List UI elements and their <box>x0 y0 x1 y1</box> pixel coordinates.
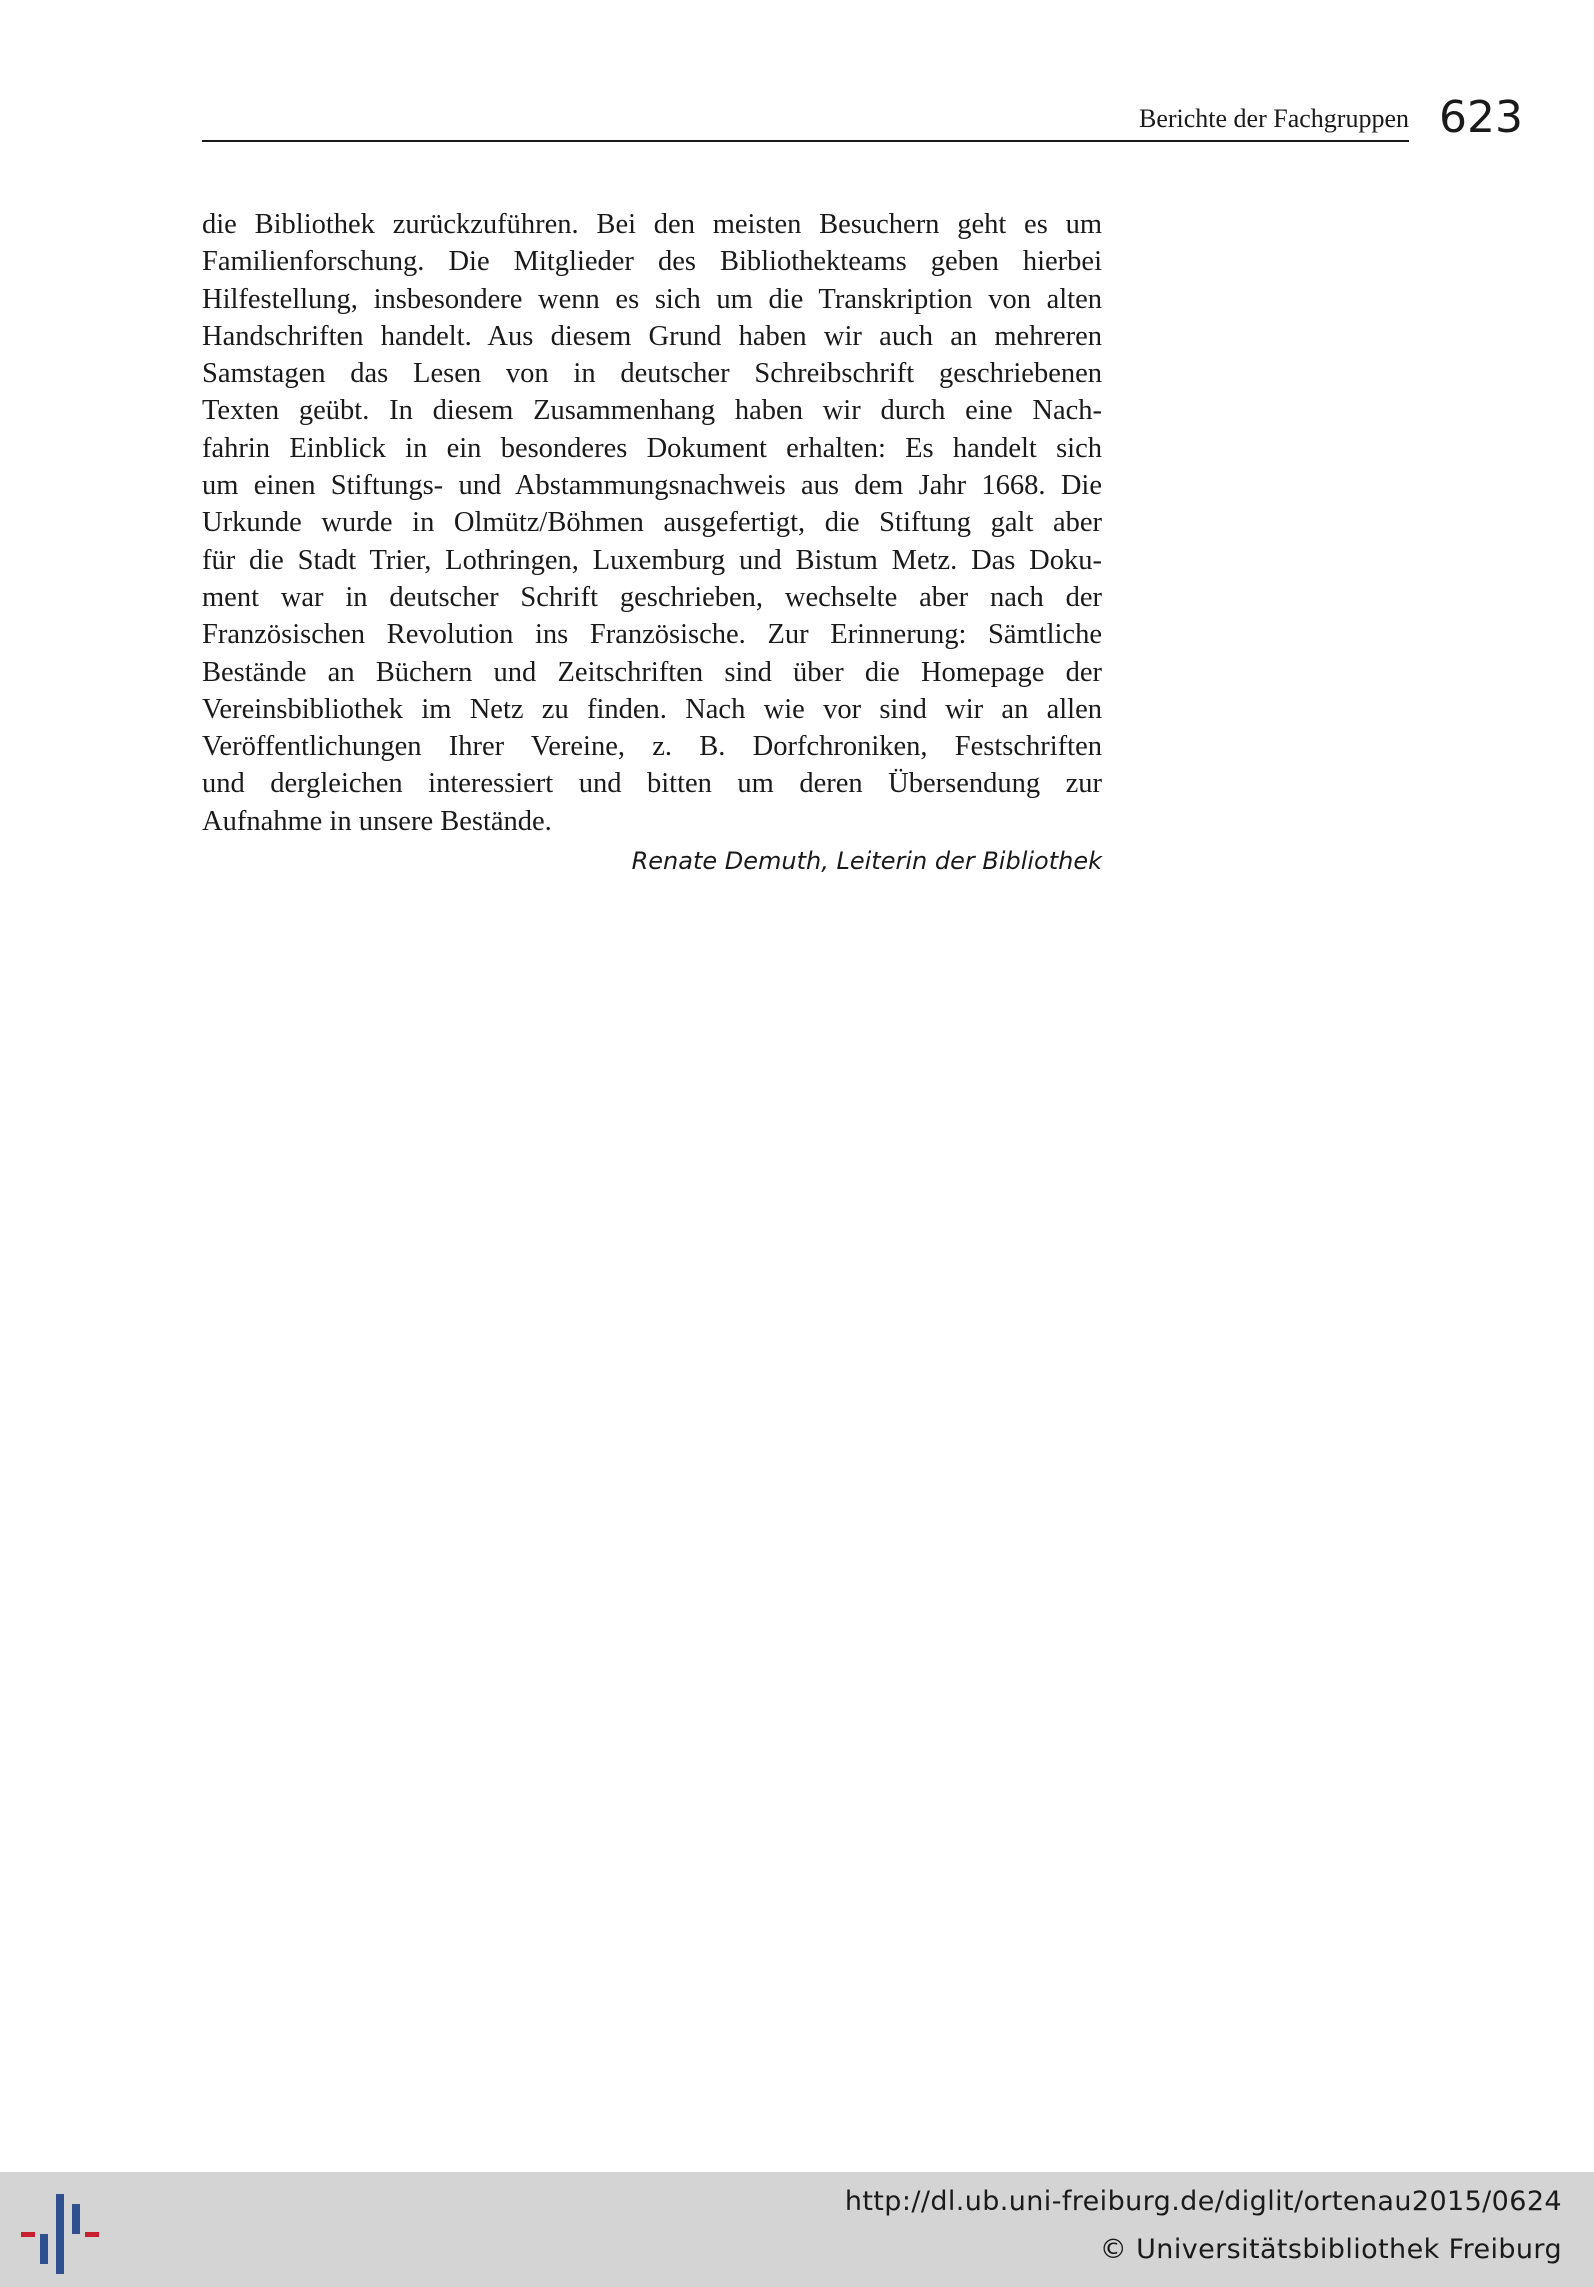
text-line: Veröffentlichungen Ihrer Vereine, z. B. Dorfchroniken, Festschriften <box>202 731 1102 763</box>
footer-url-link[interactable]: http://dl.ub.uni-freiburg.de/diglit/ortenau2015/0624 <box>844 2186 1562 2217</box>
ub-freiburg-logo-icon <box>18 2192 102 2276</box>
body-paragraph <box>202 206 1102 840</box>
text-line: Aufnahme in unsere Bestände. <box>202 805 552 837</box>
text-line: für die Stadt Trier, Lothringen, Luxemburg und Bistum Metz. Das Doku- <box>202 544 1102 576</box>
running-head <box>202 95 1409 142</box>
text-line: fahrin Einblick in ein besonderes Dokument erhalten: Es handelt sich <box>202 432 1102 464</box>
footer-band <box>0 2172 1594 2287</box>
text-line: um einen Stiftungs- und Abstammungsnachweis aus dem Jahr 1668. Die <box>202 470 1102 502</box>
text-line: Vereinsbibliothek im Netz zu finden. Nach wie vor sind wir an allen <box>202 693 1102 725</box>
text-line: und dergleichen interessiert und bitten um deren Übersendung zur <box>202 768 1102 800</box>
text-line: Samstagen das Lesen von in deutscher Schreibschrift geschriebenen <box>202 358 1102 390</box>
author-signature: Renate Demuth, Leiterin der Bibliothek <box>631 847 1102 875</box>
text-line: Handschriften handelt. Aus diesem Grund haben wir auch an mehreren <box>202 320 1102 352</box>
text-line: die Bibliothek zurückzuführen. Bei den meisten Besuchern geht es um <box>202 209 1102 240</box>
text-line: Texten geübt. In diesem Zusammenhang haben wir durch eine Nach- <box>202 395 1102 427</box>
text-line: Urkunde wurde in Olmütz/Böhmen ausgefertigt, die Stiftung galt aber <box>202 507 1102 539</box>
footer-copyright: © Universitätsbibliothek Freiburg <box>1099 2234 1562 2265</box>
running-head-title: Berichte der Fachgruppen <box>1138 104 1409 133</box>
text-line: Bestände an Büchern und Zeitschriften sind über die Homepage der <box>202 656 1102 688</box>
text-line: Französischen Revolution ins Französische. Zur Erinnerung: Sämtliche <box>202 619 1102 651</box>
text-line: ment war in deutscher Schrift geschrieben, wechselte aber nach der <box>202 581 1102 613</box>
page-number: 623 <box>1439 92 1523 143</box>
text-line: Familienforschung. Die Mitglieder des Bibliothekteams geben hierbei <box>202 246 1102 278</box>
text-line: Hilfestellung, insbesondere wenn es sich um die Transkription von alten <box>202 283 1102 315</box>
